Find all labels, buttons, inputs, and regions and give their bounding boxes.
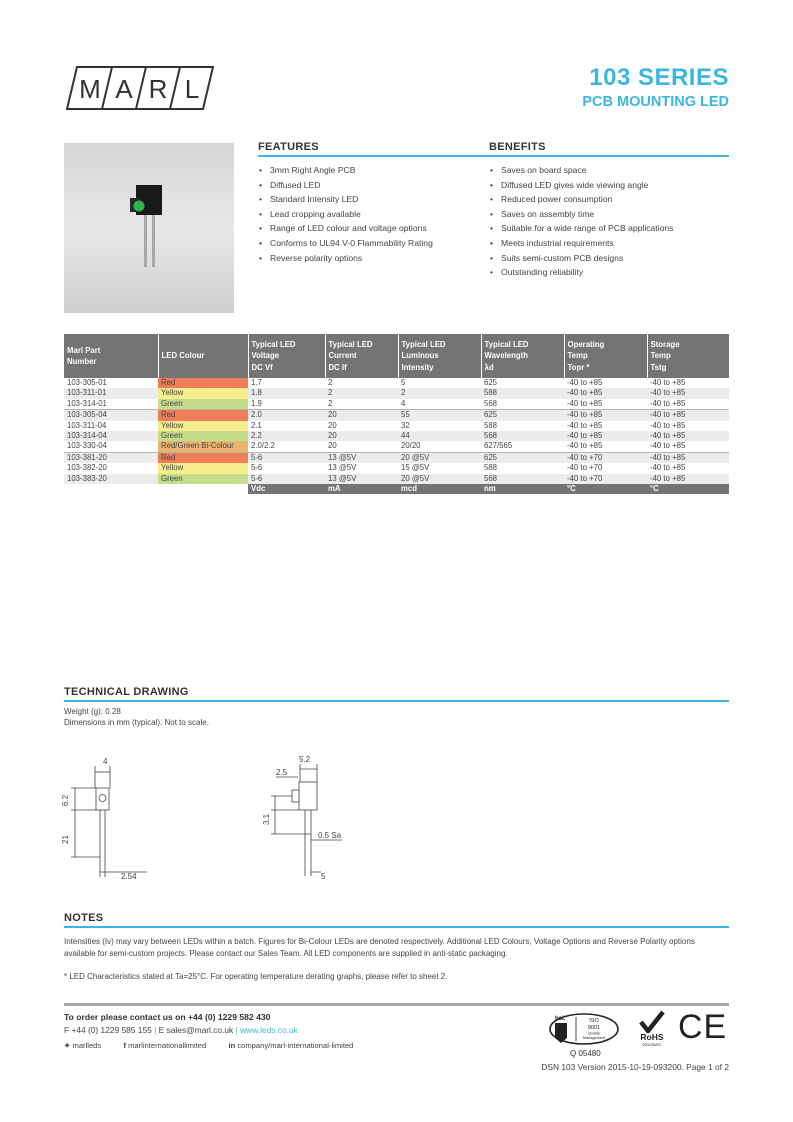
led-colour-cell: Red xyxy=(158,410,248,421)
spec-row xyxy=(64,399,729,410)
rohs-badge xyxy=(636,1010,668,1048)
led-colour-cell: Green xyxy=(158,399,248,410)
social-links xyxy=(64,1041,353,1050)
benefit-item: • Suitable for a wide range of PCB applications xyxy=(489,221,673,236)
wavelength-cell: 568 xyxy=(484,398,498,408)
current-cell: 2 xyxy=(325,388,398,398)
document-footer: DSN 103 Version 2015-10-19-093200. Page 1 of 2 xyxy=(541,1062,729,1072)
dim-6-2: 6.2 xyxy=(61,794,70,806)
operating-temp-cell: -40 to +85 xyxy=(564,388,647,398)
led-colour-cell: Red/Green Bi-Colour xyxy=(158,441,248,452)
technical-heading: TECHNICAL DRAWING xyxy=(64,686,189,698)
voltage-cell: 2.1 xyxy=(251,420,262,430)
technical-drawing xyxy=(55,752,355,887)
unit-cell xyxy=(158,484,248,494)
ce-mark: CE xyxy=(678,1008,728,1046)
part-number-cell: 103-330-04 xyxy=(67,441,107,451)
operating-temp-cell: -40 to +85 xyxy=(564,431,647,441)
current-cell: 20 xyxy=(328,441,337,451)
unit-cell: Vdc xyxy=(248,484,325,494)
order-contact: To order please contact us on +44 (0) 1229 582 430 xyxy=(64,1012,271,1022)
unit-cell: mA xyxy=(325,484,398,494)
intensity-cell: 5 xyxy=(401,378,406,387)
spec-row xyxy=(64,441,729,452)
operating-temp-cell: -40 to +70 xyxy=(567,463,603,473)
checkmark-icon xyxy=(641,1012,663,1031)
iso-management: Management xyxy=(582,1036,606,1040)
notes-divider xyxy=(64,926,729,928)
header-storage-temp: Storage Temp Tstg xyxy=(647,334,729,378)
wavelength-cell: 588 xyxy=(484,463,498,473)
dim-5: 5 xyxy=(321,872,326,881)
weight-text: Weight (g): 0.28 xyxy=(64,707,121,716)
storage-temp-cell: -40 to +85 xyxy=(650,463,686,473)
part-number-cell: 103-314-01 xyxy=(67,398,107,408)
features-heading: FEATURES xyxy=(258,141,319,153)
rohs-label: RoHS xyxy=(640,1032,664,1042)
intensity-cell: 55 xyxy=(398,410,481,421)
spec-row xyxy=(64,452,729,463)
wavelength-cell: 588 xyxy=(484,420,498,430)
unit-cell: nm xyxy=(481,484,564,494)
spec-row xyxy=(64,463,729,473)
led-colour-cell: Yellow xyxy=(158,463,248,473)
header-intensity: Typical LED Luminous Intensity xyxy=(398,334,481,378)
current-cell: 20 xyxy=(325,431,398,441)
spec-row xyxy=(64,388,729,398)
wavelength-cell: 627/565 xyxy=(484,441,513,451)
current-cell: 13 @5V xyxy=(325,452,398,463)
dim-0-5: 0.5 Sa xyxy=(318,831,342,840)
intensity-cell: 4 xyxy=(401,398,406,408)
current-cell: 2 xyxy=(328,378,333,387)
wavelength-cell: 568 xyxy=(481,474,564,484)
current-cell: 20 xyxy=(328,420,337,430)
voltage-cell: 2.0 xyxy=(248,410,325,421)
part-number-cell: 103-305-01 xyxy=(67,378,107,387)
bsi-label: bsi. xyxy=(555,1016,566,1022)
feature-item: • Lead cropping available xyxy=(258,207,433,222)
led-colour-cell: Green xyxy=(158,474,248,484)
benefits-heading: BENEFITS xyxy=(489,141,546,153)
led-colour-cell: Red xyxy=(158,452,248,463)
spec-row xyxy=(64,474,729,484)
storage-temp-cell: -40 to +85 xyxy=(647,452,729,463)
current-cell: 2 xyxy=(328,398,333,408)
wavelength-cell: 568 xyxy=(481,431,564,441)
rohs-directive: 2002/95/EC xyxy=(642,1043,662,1047)
technical-divider xyxy=(64,700,729,702)
benefit-item: • Saves on assembly time xyxy=(489,207,673,222)
facebook-icon: f xyxy=(123,1041,126,1050)
unit-cell xyxy=(64,484,158,494)
bsi-iso-badge xyxy=(548,1012,620,1046)
voltage-cell: 5-6 xyxy=(248,452,325,463)
intensity-cell: 15 @5V xyxy=(401,463,430,473)
spec-row xyxy=(64,431,729,441)
dimensions-note: Dimensions in mm (typical). Not to scale. xyxy=(64,718,209,727)
current-cell: 13 @5V xyxy=(325,474,398,484)
units-row xyxy=(64,484,729,494)
intensity-cell: 32 xyxy=(401,420,410,430)
benefit-item: • Saves on board space xyxy=(489,163,673,178)
storage-temp-cell: -40 to +85 xyxy=(647,474,729,484)
storage-temp-cell: -40 to +85 xyxy=(650,398,686,408)
benefit-item: • Diffused LED gives wide viewing angle xyxy=(489,178,673,193)
feature-item: • Standard Intensity LED xyxy=(258,192,433,207)
intensity-cell: 2 xyxy=(398,388,481,398)
benefits-divider xyxy=(488,155,729,157)
wavelength-cell: 588 xyxy=(481,388,564,398)
header-current: Typical LED Current DC If xyxy=(325,334,398,378)
notes-heading: NOTES xyxy=(64,912,104,924)
email-link[interactable]: E sales@marl.co.uk xyxy=(158,1025,234,1035)
logo-letter-a: A xyxy=(115,74,133,104)
voltage-cell: 5-6 xyxy=(251,463,263,473)
dim-5-2: 5.2 xyxy=(299,755,311,764)
part-number-cell: 103-383-20 xyxy=(64,474,158,484)
footer-divider xyxy=(64,1003,729,1006)
notes-line-2: available for semi-custom projects. Please contact our Sales Team. All LED components are supplied in anti-static packaging. xyxy=(64,949,508,958)
current-cell: 13 @5V xyxy=(328,463,357,473)
iso-label: ISO xyxy=(589,1018,599,1024)
led-image xyxy=(64,143,234,313)
operating-temp-cell: -40 to +85 xyxy=(567,441,603,451)
separator: | xyxy=(235,1025,238,1035)
operating-temp-cell: -40 to +85 xyxy=(567,398,603,408)
feature-item: • Conforms to UL94 V-0 Flammability Rating xyxy=(258,236,433,251)
intensity-cell: 44 xyxy=(398,431,481,441)
header-part-number: Marl Part Number xyxy=(64,334,158,378)
storage-temp-cell: -40 to +85 xyxy=(647,431,729,441)
dim-2-5: 2.5 xyxy=(276,768,288,777)
header-wavelength: Typical LED Wavelength λd xyxy=(481,334,564,378)
separator: | xyxy=(154,1025,157,1035)
spec-table-body xyxy=(64,378,729,494)
series-title: 103 SERIES xyxy=(589,64,729,91)
marl-logo xyxy=(65,65,215,111)
unit-cell: °C xyxy=(647,484,729,494)
iso-number: 9001 xyxy=(587,1025,601,1031)
intensity-cell: 20 @5V xyxy=(398,452,481,463)
voltage-cell: 1.9 xyxy=(251,398,262,408)
storage-temp-cell: -40 to +85 xyxy=(650,441,686,451)
voltage-cell: 2.0/2.2 xyxy=(251,441,275,451)
feature-item: • Diffused LED xyxy=(258,178,433,193)
part-number-cell: 103-305-04 xyxy=(64,410,158,421)
notes-line-3: * LED Characteristics stated at Ta=25°C. For operating temperature derating graphs, please refer to sheet 2. xyxy=(64,972,448,981)
voltage-cell: 1.8 xyxy=(248,388,325,398)
storage-temp-cell: -40 to +85 xyxy=(650,420,686,430)
spec-header-row xyxy=(64,334,729,378)
dim-21: 21 xyxy=(61,835,70,844)
led-colour-cell: Yellow xyxy=(158,388,248,398)
spec-table xyxy=(64,334,729,494)
series-subtitle: PCB MOUNTING LED xyxy=(582,94,729,110)
fax-number: F +44 (0) 1229 585 155 xyxy=(64,1025,152,1035)
voltage-cell: 2.2 xyxy=(248,431,325,441)
logo-letter-m: M xyxy=(79,74,101,104)
twitter-link[interactable]: marlleds xyxy=(72,1041,102,1050)
header-led-colour: LED Colour xyxy=(158,334,248,378)
wavelength-cell: 625 xyxy=(484,378,498,387)
spec-row xyxy=(64,378,729,388)
led-colour-cell: Red xyxy=(158,378,248,388)
current-cell: 20 xyxy=(325,410,398,421)
website-link[interactable]: www.leds.co.uk xyxy=(240,1025,298,1035)
led-colour-cell: Green xyxy=(158,431,248,441)
part-number-cell: 103-311-04 xyxy=(67,420,107,430)
part-number-cell: 103-311-01 xyxy=(64,388,158,398)
intensity-cell: 20 @5V xyxy=(398,474,481,484)
spec-row xyxy=(64,421,729,431)
linkedin-link[interactable]: company/marl-international-limited xyxy=(237,1041,354,1050)
header-voltage: Typical LED Voltage DC Vf xyxy=(248,334,325,378)
wavelength-cell: 625 xyxy=(481,410,564,421)
dim-4: 4 xyxy=(103,757,108,766)
dim-3-1: 3.1 xyxy=(262,813,271,825)
part-number-cell: 103-382-20 xyxy=(67,463,107,473)
twitter-icon: ✦ xyxy=(64,1041,71,1050)
feature-item: • 3mm Right Angle PCB xyxy=(258,163,433,178)
storage-temp-cell: -40 to +85 xyxy=(647,410,729,421)
voltage-cell: 5-6 xyxy=(248,474,325,484)
benefits-list xyxy=(489,163,673,280)
storage-temp-cell: -40 to +85 xyxy=(650,378,686,387)
dim-2-54: 2.54 xyxy=(121,872,137,881)
certificate-number: Q 05480 xyxy=(570,1049,601,1058)
logo-letter-r: R xyxy=(148,74,168,104)
notes-line-1: Intensities (Iv) may vary between LEDs within a batch. Figures for Bi-Colour LEDs are denoted respectively. Additional LED Colours, Voltage Options and Reverse Polarity options xyxy=(64,937,695,946)
wavelength-cell: 625 xyxy=(481,452,564,463)
facebook-link[interactable]: marlinternationallimited xyxy=(128,1041,207,1050)
operating-temp-cell: -40 to +85 xyxy=(567,420,603,430)
part-number-cell: 103-314-04 xyxy=(64,431,158,441)
linkedin-icon: in xyxy=(228,1041,236,1050)
benefit-item: • Reduced power consumption xyxy=(489,192,673,207)
features-divider xyxy=(258,155,488,157)
operating-temp-cell: -40 to +70 xyxy=(564,452,647,463)
led-colour-cell: Yellow xyxy=(158,421,248,431)
benefit-item: • Meets industrial requirements xyxy=(489,236,673,251)
benefit-item: • Suits semi-custom PCB designs xyxy=(489,251,673,266)
unit-cell: mcd xyxy=(398,484,481,494)
contact-details xyxy=(64,1025,298,1035)
product-photo xyxy=(64,143,234,313)
intensity-cell: 20/20 xyxy=(401,441,421,451)
spec-row xyxy=(64,410,729,421)
voltage-cell: 1.7 xyxy=(251,378,262,387)
operating-temp-cell: -40 to +70 xyxy=(564,474,647,484)
iso-quality: Quality xyxy=(588,1031,600,1036)
header-operating-temp: Operating Temp Topr * xyxy=(564,334,647,378)
operating-temp-cell: -40 to +85 xyxy=(564,410,647,421)
unit-cell: °C xyxy=(564,484,647,494)
storage-temp-cell: -40 to +85 xyxy=(647,388,729,398)
operating-temp-cell: -40 to +85 xyxy=(567,378,603,387)
part-number-cell: 103-381-20 xyxy=(64,452,158,463)
features-list xyxy=(258,163,433,265)
feature-item: • Reverse polarity options xyxy=(258,251,433,266)
logo-letter-l: L xyxy=(184,74,200,104)
benefit-item: • Outstanding reliability xyxy=(489,265,673,280)
feature-item: • Range of LED colour and voltage options xyxy=(258,221,433,236)
